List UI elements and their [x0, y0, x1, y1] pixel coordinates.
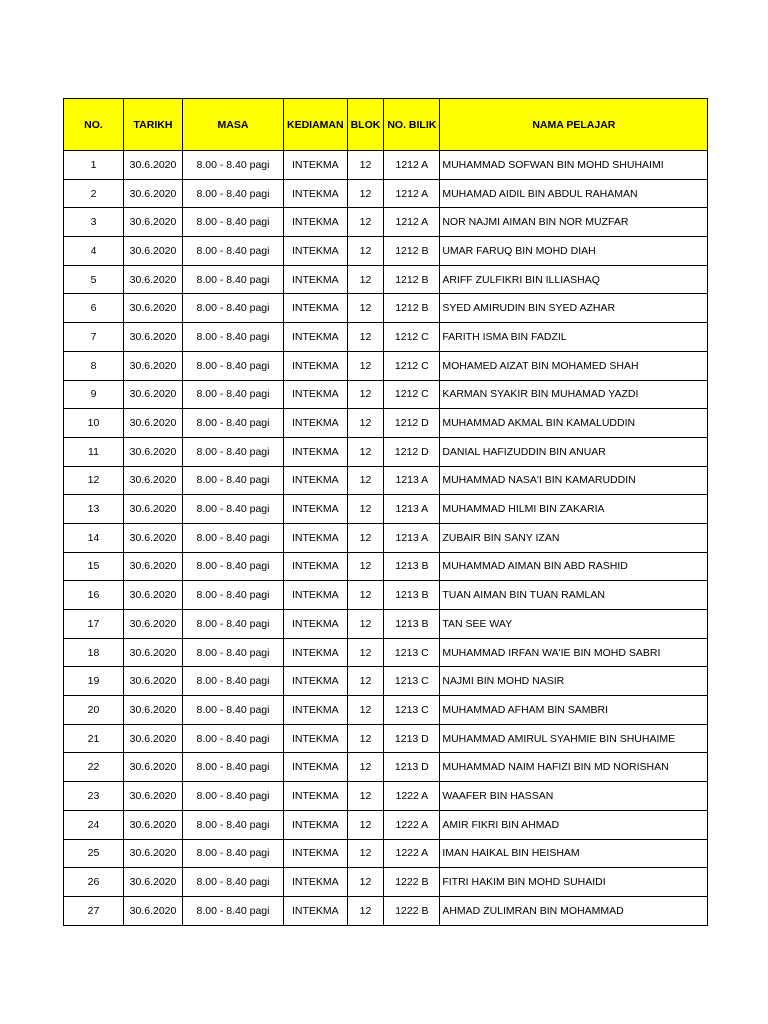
cell-blok: 12 [347, 839, 384, 868]
cell-no: 2 [64, 179, 124, 208]
cell-tarikh: 30.6.2020 [124, 667, 183, 696]
table-row [64, 896, 708, 925]
cell-nama-pelajar: DANIAL HAFIZUDDIN BIN ANUAR [440, 437, 708, 466]
cell-blok: 12 [347, 323, 384, 352]
cell-no-bilik: 1212 B [384, 237, 440, 266]
col-header-kediaman: KEDIAMAN [284, 99, 348, 151]
cell-no: 22 [64, 753, 124, 782]
cell-blok: 12 [347, 581, 384, 610]
cell-blok: 12 [347, 868, 384, 897]
table-row [64, 638, 708, 667]
cell-kediaman: INTEKMA [284, 724, 348, 753]
cell-no-bilik: 1222 B [384, 868, 440, 897]
cell-blok: 12 [347, 667, 384, 696]
cell-tarikh: 30.6.2020 [124, 351, 183, 380]
cell-blok: 12 [347, 638, 384, 667]
cell-kediaman: INTEKMA [284, 523, 348, 552]
cell-no-bilik: 1212 A [384, 208, 440, 237]
cell-no: 11 [64, 437, 124, 466]
cell-no: 1 [64, 151, 124, 180]
cell-no: 7 [64, 323, 124, 352]
cell-no: 16 [64, 581, 124, 610]
cell-blok: 12 [347, 810, 384, 839]
cell-no: 10 [64, 409, 124, 438]
cell-masa: 8.00 - 8.40 pagi [183, 810, 284, 839]
cell-blok: 12 [347, 696, 384, 725]
cell-masa: 8.00 - 8.40 pagi [183, 896, 284, 925]
cell-masa: 8.00 - 8.40 pagi [183, 466, 284, 495]
cell-masa: 8.00 - 8.40 pagi [183, 868, 284, 897]
cell-kediaman: INTEKMA [284, 380, 348, 409]
table-row [64, 782, 708, 811]
cell-masa: 8.00 - 8.40 pagi [183, 610, 284, 639]
table-row [64, 265, 708, 294]
cell-nama-pelajar: AMIR FIKRI BIN AHMAD [440, 810, 708, 839]
cell-masa: 8.00 - 8.40 pagi [183, 265, 284, 294]
cell-nama-pelajar: MUHAMMAD AMIRUL SYAHMIE BIN SHUHAIME [440, 724, 708, 753]
cell-kediaman: INTEKMA [284, 151, 348, 180]
col-header-no-bilik: NO. BILIK [384, 99, 440, 151]
table-row [64, 351, 708, 380]
cell-kediaman: INTEKMA [284, 466, 348, 495]
cell-kediaman: INTEKMA [284, 896, 348, 925]
table-row [64, 581, 708, 610]
table-body [64, 151, 708, 926]
table-row [64, 437, 708, 466]
table-row [64, 696, 708, 725]
header-row [64, 99, 708, 151]
cell-kediaman: INTEKMA [284, 581, 348, 610]
cell-blok: 12 [347, 466, 384, 495]
cell-no-bilik: 1213 A [384, 495, 440, 524]
cell-nama-pelajar: KARMAN SYAKIR BIN MUHAMAD YAZDI [440, 380, 708, 409]
col-header-no: NO. [64, 99, 124, 151]
cell-tarikh: 30.6.2020 [124, 208, 183, 237]
cell-masa: 8.00 - 8.40 pagi [183, 552, 284, 581]
cell-kediaman: INTEKMA [284, 495, 348, 524]
table-row [64, 466, 708, 495]
cell-no: 20 [64, 696, 124, 725]
cell-no-bilik: 1213 C [384, 696, 440, 725]
table-row [64, 667, 708, 696]
cell-kediaman: INTEKMA [284, 208, 348, 237]
cell-tarikh: 30.6.2020 [124, 523, 183, 552]
cell-no-bilik: 1213 B [384, 610, 440, 639]
cell-no-bilik: 1222 A [384, 839, 440, 868]
cell-no: 4 [64, 237, 124, 266]
cell-tarikh: 30.6.2020 [124, 810, 183, 839]
cell-masa: 8.00 - 8.40 pagi [183, 581, 284, 610]
cell-masa: 8.00 - 8.40 pagi [183, 638, 284, 667]
cell-no: 14 [64, 523, 124, 552]
cell-kediaman: INTEKMA [284, 294, 348, 323]
cell-no-bilik: 1222 B [384, 896, 440, 925]
cell-kediaman: INTEKMA [284, 552, 348, 581]
cell-blok: 12 [347, 151, 384, 180]
cell-nama-pelajar: MUHAMMAD NASA'I BIN KAMARUDDIN [440, 466, 708, 495]
cell-no-bilik: 1212 C [384, 380, 440, 409]
cell-no-bilik: 1212 B [384, 265, 440, 294]
cell-blok: 12 [347, 179, 384, 208]
cell-no-bilik: 1213 D [384, 724, 440, 753]
student-schedule-table [63, 98, 708, 926]
cell-kediaman: INTEKMA [284, 667, 348, 696]
cell-kediaman: INTEKMA [284, 839, 348, 868]
cell-kediaman: INTEKMA [284, 237, 348, 266]
cell-blok: 12 [347, 523, 384, 552]
table-row [64, 753, 708, 782]
cell-no-bilik: 1212 D [384, 437, 440, 466]
cell-nama-pelajar: MUHAMMAD AKMAL BIN KAMALUDDIN [440, 409, 708, 438]
table-row [64, 810, 708, 839]
cell-nama-pelajar: MUHAMMAD NAIM HAFIZI BIN MD NORISHAN [440, 753, 708, 782]
cell-blok: 12 [347, 409, 384, 438]
table-row [64, 380, 708, 409]
table-row [64, 208, 708, 237]
cell-masa: 8.00 - 8.40 pagi [183, 839, 284, 868]
cell-tarikh: 30.6.2020 [124, 552, 183, 581]
cell-nama-pelajar: NOR NAJMI AIMAN BIN NOR MUZFAR [440, 208, 708, 237]
cell-blok: 12 [347, 552, 384, 581]
cell-masa: 8.00 - 8.40 pagi [183, 753, 284, 782]
cell-tarikh: 30.6.2020 [124, 179, 183, 208]
cell-masa: 8.00 - 8.40 pagi [183, 523, 284, 552]
cell-nama-pelajar: MUHAMMAD HILMI BIN ZAKARIA [440, 495, 708, 524]
cell-tarikh: 30.6.2020 [124, 237, 183, 266]
cell-masa: 8.00 - 8.40 pagi [183, 409, 284, 438]
table-row [64, 237, 708, 266]
cell-kediaman: INTEKMA [284, 409, 348, 438]
cell-nama-pelajar: AHMAD ZULIMRAN BIN MOHAMMAD [440, 896, 708, 925]
table-row [64, 323, 708, 352]
cell-no: 23 [64, 782, 124, 811]
table-row [64, 409, 708, 438]
table-row [64, 294, 708, 323]
table-row [64, 179, 708, 208]
cell-tarikh: 30.6.2020 [124, 638, 183, 667]
cell-no: 15 [64, 552, 124, 581]
cell-no: 24 [64, 810, 124, 839]
cell-nama-pelajar: WAAFER BIN HASSAN [440, 782, 708, 811]
cell-tarikh: 30.6.2020 [124, 839, 183, 868]
cell-masa: 8.00 - 8.40 pagi [183, 237, 284, 266]
cell-masa: 8.00 - 8.40 pagi [183, 151, 284, 180]
cell-blok: 12 [347, 265, 384, 294]
cell-blok: 12 [347, 495, 384, 524]
cell-no-bilik: 1212 B [384, 294, 440, 323]
table-header [64, 99, 708, 151]
cell-masa: 8.00 - 8.40 pagi [183, 782, 284, 811]
cell-blok: 12 [347, 351, 384, 380]
cell-kediaman: INTEKMA [284, 868, 348, 897]
cell-nama-pelajar: TUAN AIMAN BIN TUAN RAMLAN [440, 581, 708, 610]
cell-nama-pelajar: ARIFF ZULFIKRI BIN ILLIASHAQ [440, 265, 708, 294]
cell-masa: 8.00 - 8.40 pagi [183, 724, 284, 753]
cell-tarikh: 30.6.2020 [124, 323, 183, 352]
cell-nama-pelajar: MUHAMMAD AFHAM BIN SAMBRI [440, 696, 708, 725]
cell-tarikh: 30.6.2020 [124, 896, 183, 925]
table-row [64, 552, 708, 581]
cell-no-bilik: 1213 C [384, 638, 440, 667]
cell-nama-pelajar: NAJMI BIN MOHD NASIR [440, 667, 708, 696]
cell-tarikh: 30.6.2020 [124, 581, 183, 610]
cell-kediaman: INTEKMA [284, 782, 348, 811]
cell-tarikh: 30.6.2020 [124, 696, 183, 725]
cell-no: 9 [64, 380, 124, 409]
col-header-nama-pelajar: NAMA PELAJAR [440, 99, 708, 151]
cell-tarikh: 30.6.2020 [124, 265, 183, 294]
cell-tarikh: 30.6.2020 [124, 466, 183, 495]
cell-no: 17 [64, 610, 124, 639]
cell-tarikh: 30.6.2020 [124, 753, 183, 782]
cell-nama-pelajar: TAN SEE WAY [440, 610, 708, 639]
table-row [64, 868, 708, 897]
cell-tarikh: 30.6.2020 [124, 151, 183, 180]
cell-nama-pelajar: MUHAMMAD IRFAN WA'IE BIN MOHD SABRI [440, 638, 708, 667]
cell-nama-pelajar: MUHAMAD AIDIL BIN ABDUL RAHAMAN [440, 179, 708, 208]
cell-kediaman: INTEKMA [284, 610, 348, 639]
cell-kediaman: INTEKMA [284, 638, 348, 667]
cell-no: 8 [64, 351, 124, 380]
cell-tarikh: 30.6.2020 [124, 868, 183, 897]
cell-no: 13 [64, 495, 124, 524]
cell-nama-pelajar: FITRI HAKIM BIN MOHD SUHAIDI [440, 868, 708, 897]
col-header-blok: BLOK [347, 99, 384, 151]
cell-kediaman: INTEKMA [284, 437, 348, 466]
cell-tarikh: 30.6.2020 [124, 610, 183, 639]
cell-no-bilik: 1213 A [384, 523, 440, 552]
cell-tarikh: 30.6.2020 [124, 437, 183, 466]
cell-blok: 12 [347, 437, 384, 466]
cell-blok: 12 [347, 753, 384, 782]
cell-tarikh: 30.6.2020 [124, 380, 183, 409]
cell-nama-pelajar: MUHAMMAD AIMAN BIN ABD RASHID [440, 552, 708, 581]
cell-masa: 8.00 - 8.40 pagi [183, 208, 284, 237]
cell-no-bilik: 1212 C [384, 323, 440, 352]
cell-nama-pelajar: IMAN HAIKAL BIN HEISHAM [440, 839, 708, 868]
cell-tarikh: 30.6.2020 [124, 495, 183, 524]
cell-no-bilik: 1222 A [384, 810, 440, 839]
table-row [64, 610, 708, 639]
cell-blok: 12 [347, 896, 384, 925]
cell-blok: 12 [347, 724, 384, 753]
cell-no: 3 [64, 208, 124, 237]
cell-nama-pelajar: UMAR FARUQ BIN MOHD DIAH [440, 237, 708, 266]
cell-no: 5 [64, 265, 124, 294]
cell-masa: 8.00 - 8.40 pagi [183, 437, 284, 466]
cell-blok: 12 [347, 237, 384, 266]
cell-kediaman: INTEKMA [284, 753, 348, 782]
cell-masa: 8.00 - 8.40 pagi [183, 179, 284, 208]
cell-no: 21 [64, 724, 124, 753]
col-header-masa: MASA [183, 99, 284, 151]
cell-tarikh: 30.6.2020 [124, 782, 183, 811]
cell-no: 27 [64, 896, 124, 925]
cell-no-bilik: 1213 B [384, 581, 440, 610]
cell-nama-pelajar: ZUBAIR BIN SANY IZAN [440, 523, 708, 552]
cell-blok: 12 [347, 208, 384, 237]
cell-masa: 8.00 - 8.40 pagi [183, 351, 284, 380]
cell-nama-pelajar: MOHAMED AIZAT BIN MOHAMED SHAH [440, 351, 708, 380]
cell-nama-pelajar: FARITH ISMA BIN FADZIL [440, 323, 708, 352]
cell-no: 25 [64, 839, 124, 868]
cell-masa: 8.00 - 8.40 pagi [183, 380, 284, 409]
cell-blok: 12 [347, 610, 384, 639]
cell-tarikh: 30.6.2020 [124, 409, 183, 438]
cell-no-bilik: 1222 A [384, 782, 440, 811]
cell-kediaman: INTEKMA [284, 810, 348, 839]
cell-masa: 8.00 - 8.40 pagi [183, 495, 284, 524]
cell-no-bilik: 1213 D [384, 753, 440, 782]
col-header-tarikh: TARIKH [124, 99, 183, 151]
cell-no-bilik: 1213 C [384, 667, 440, 696]
cell-no-bilik: 1212 C [384, 351, 440, 380]
cell-tarikh: 30.6.2020 [124, 724, 183, 753]
cell-tarikh: 30.6.2020 [124, 294, 183, 323]
cell-no-bilik: 1212 A [384, 179, 440, 208]
cell-no: 26 [64, 868, 124, 897]
cell-no: 18 [64, 638, 124, 667]
cell-nama-pelajar: MUHAMMAD SOFWAN BIN MOHD SHUHAIMI [440, 151, 708, 180]
cell-kediaman: INTEKMA [284, 265, 348, 294]
cell-no-bilik: 1213 A [384, 466, 440, 495]
cell-nama-pelajar: SYED AMIRUDIN BIN SYED AZHAR [440, 294, 708, 323]
cell-blok: 12 [347, 294, 384, 323]
table-row [64, 495, 708, 524]
cell-kediaman: INTEKMA [284, 351, 348, 380]
table-row [64, 724, 708, 753]
cell-no: 12 [64, 466, 124, 495]
cell-kediaman: INTEKMA [284, 323, 348, 352]
cell-kediaman: INTEKMA [284, 696, 348, 725]
cell-kediaman: INTEKMA [284, 179, 348, 208]
cell-masa: 8.00 - 8.40 pagi [183, 294, 284, 323]
cell-no-bilik: 1212 D [384, 409, 440, 438]
table-row [64, 523, 708, 552]
cell-blok: 12 [347, 782, 384, 811]
cell-blok: 12 [347, 380, 384, 409]
cell-masa: 8.00 - 8.40 pagi [183, 667, 284, 696]
cell-no-bilik: 1213 B [384, 552, 440, 581]
cell-no: 19 [64, 667, 124, 696]
table-row [64, 151, 708, 180]
table-row [64, 839, 708, 868]
cell-no-bilik: 1212 A [384, 151, 440, 180]
cell-masa: 8.00 - 8.40 pagi [183, 323, 284, 352]
cell-no: 6 [64, 294, 124, 323]
cell-masa: 8.00 - 8.40 pagi [183, 696, 284, 725]
